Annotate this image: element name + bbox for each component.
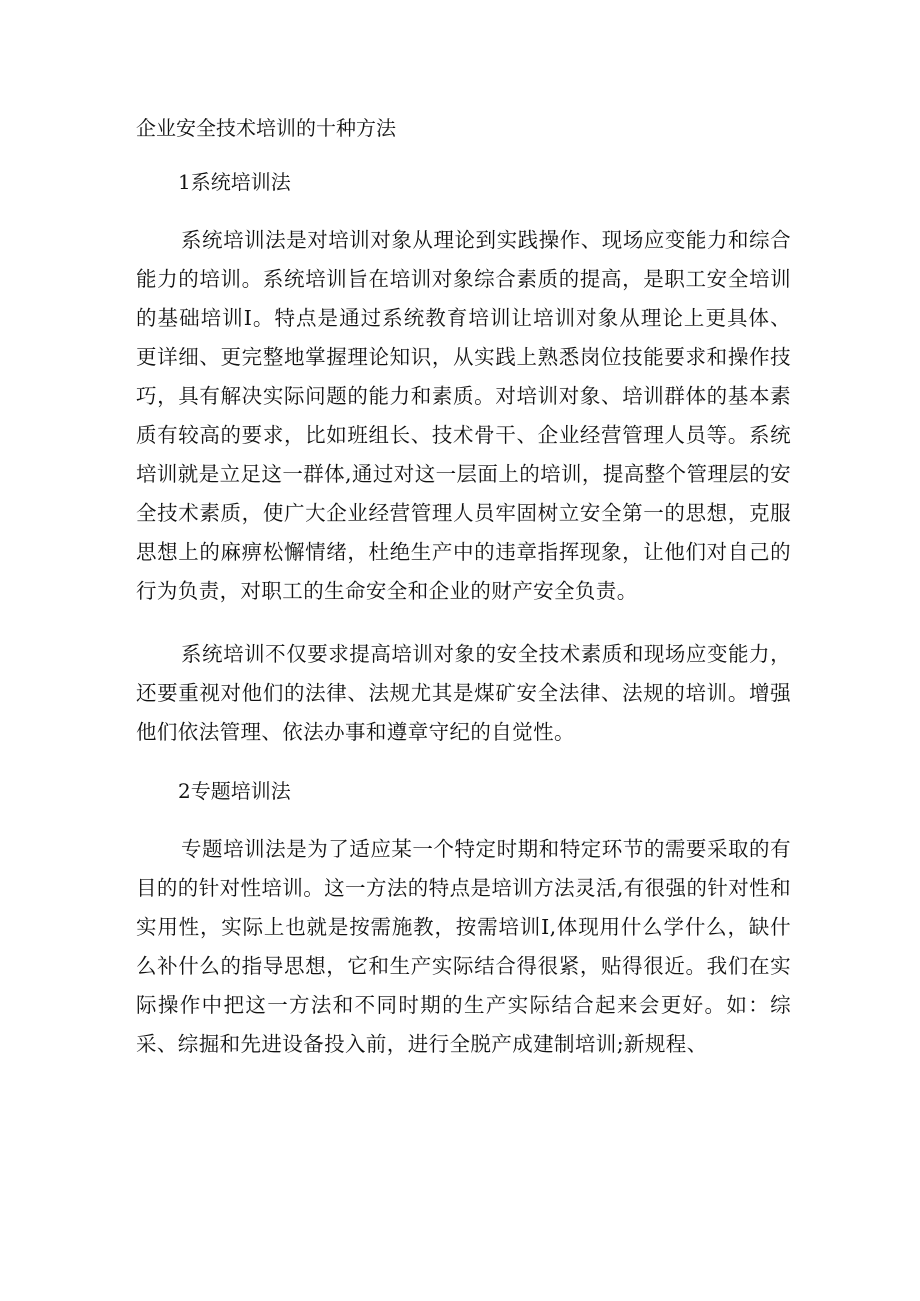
- section-1-paragraph-2: 系统培训不仅要求提高培训对象的安全技术素质和现场应变能力，还要重视对他们的法律、法规尤其是煤矿安全法律、法规的培训。增强他们依法管理、依法办事和遵章守纪的自觉性。: [136, 642, 791, 744]
- document-title: 企业安全技术培训的十种方法: [136, 116, 396, 140]
- section-heading-2: 2专题培训法: [178, 779, 291, 803]
- section-1-paragraph-1: 系统培训法是对培训对象从理论到实践操作、现场应变能力和综合能力的培训。系统培训旨在培训对象综合素质的提高，是职工安全培训的基础培训I。特点是通过系统教育培训让培训对象从理论上更具体、更详细、更完整地掌握理论知识，从实践上熟悉岗位技能要求和操作技巧，具有解决实际问题的能力和素质。对培训对象、培训群体的基本素质有较高的要求，比如班组长、技术骨干、企业经营管理人员等。系统培训就是立足这一群体,通过对这一层面上的培训，提高整个管理层的安全技术素质，使广大企业经营管理人员牢固树立安全第一的思想，克服思想上的麻痹松懈情绪，杜绝生产中的违章指挥现象，让他们对自己的行为负责，对职工的生命安全和企业的财产安全负责。: [136, 228, 791, 603]
- section-heading-1: 1系统培训法: [178, 170, 291, 194]
- section-2-paragraph-1: 专题培训法是为了适应某一个特定时期和特定环节的需要采取的有目的的针对性培训。这一方法的特点是培训方法灵活,有很强的针对性和实用性，实际上也就是按需施教，按需培训I,体现用什么学什么，缺什么补什么的指导思想，它和生产实际结合得很紧，贴得很近。我们在实际操作中把这一方法和不同时期的生产实际结合起来会更好。如：综采、综掘和先进设备投入前，进行全脱产成建制培训;新规程、: [136, 837, 791, 1056]
- document-page: [136, 113, 791, 1088]
